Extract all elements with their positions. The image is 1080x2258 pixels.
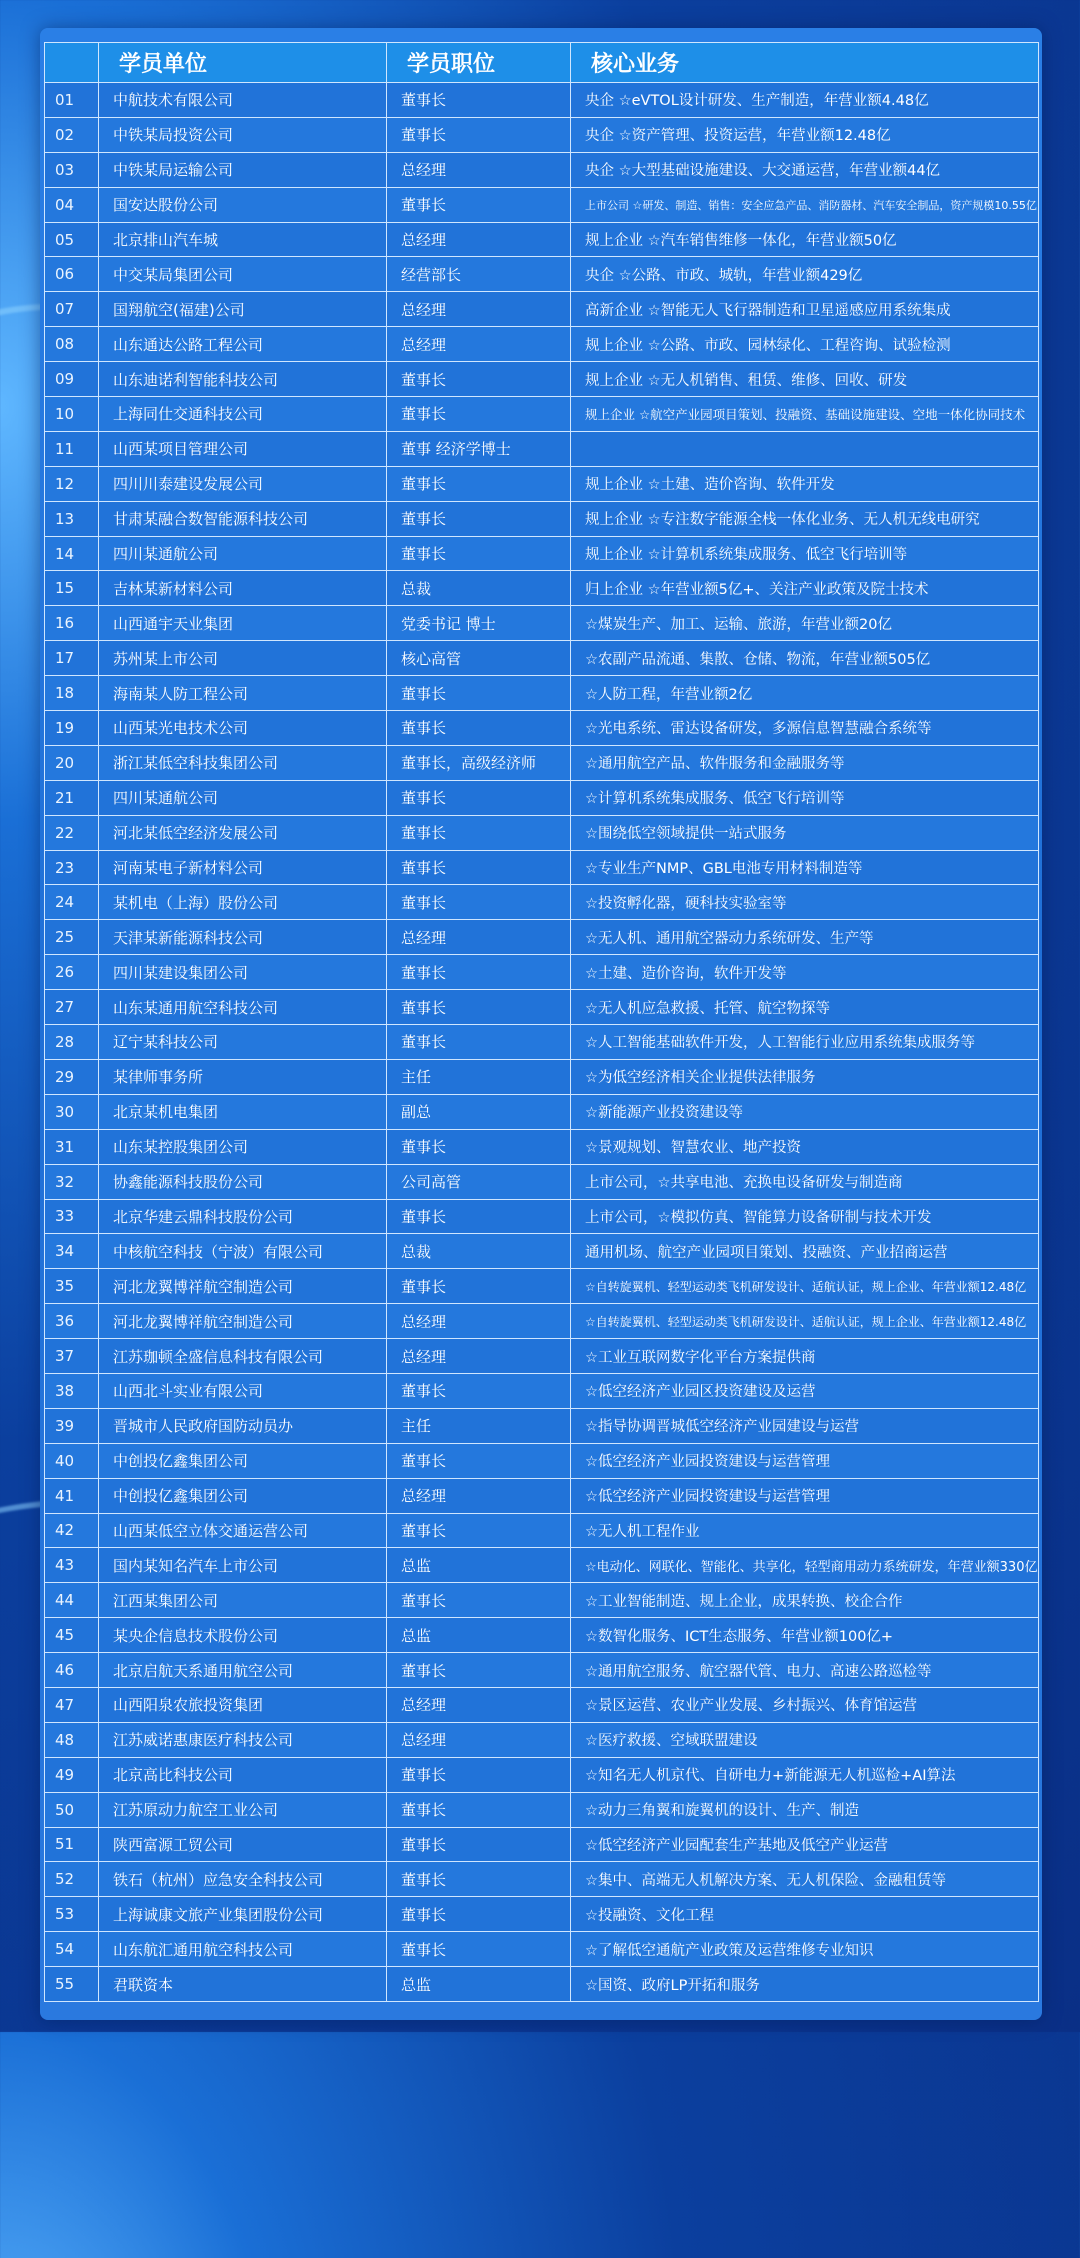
- row-unit: 河南某电子新材料公司: [99, 850, 387, 885]
- row-position: 董事长: [387, 1932, 571, 1967]
- table-row: [45, 815, 1039, 850]
- row-position: 总经理: [387, 920, 571, 955]
- row-business: ☆数智化服务、ICT生态服务、年营业额100亿+: [571, 1618, 1039, 1653]
- table-row: [45, 1373, 1039, 1408]
- table-row: [45, 501, 1039, 536]
- row-position: 董事长: [387, 990, 571, 1025]
- table-row: [45, 1059, 1039, 1094]
- row-unit: 国翔航空(福建)公司: [99, 292, 387, 327]
- row-index: 40: [45, 1443, 99, 1478]
- row-index: 53: [45, 1897, 99, 1932]
- row-position: 董事长: [387, 362, 571, 397]
- row-index: 06: [45, 257, 99, 292]
- row-business: ☆农副产品流通、集散、仓储、物流，年营业额505亿: [571, 641, 1039, 676]
- row-unit: 河北某低空经济发展公司: [99, 815, 387, 850]
- table-row: [45, 292, 1039, 327]
- row-index: 30: [45, 1094, 99, 1129]
- row-business: 高新企业 ☆智能无人飞行器制造和卫星遥感应用系统集成: [571, 292, 1039, 327]
- table-row: [45, 1408, 1039, 1443]
- row-position: 董事长: [387, 1792, 571, 1827]
- table-row: [45, 990, 1039, 1025]
- row-index: 45: [45, 1618, 99, 1653]
- row-position: 总经理: [387, 222, 571, 257]
- row-index: 31: [45, 1129, 99, 1164]
- table-row: [45, 327, 1039, 362]
- row-index: 16: [45, 606, 99, 641]
- table-row: [45, 1234, 1039, 1269]
- row-position: 副总: [387, 1094, 571, 1129]
- row-business: ☆低空经济产业园配套生产基地及低空产业运营: [571, 1827, 1039, 1862]
- row-unit: 北京高比科技公司: [99, 1757, 387, 1792]
- row-index: 32: [45, 1164, 99, 1199]
- row-index: 07: [45, 292, 99, 327]
- row-business: 央企 ☆资产管理、投资运营，年营业额12.48亿: [571, 117, 1039, 152]
- row-business: ☆无人机、通用航空器动力系统研发、生产等: [571, 920, 1039, 955]
- row-business: 规上企业 ☆专注数字能源全栈一体化业务、无人机无线电研究: [571, 501, 1039, 536]
- row-index: 39: [45, 1408, 99, 1443]
- row-position: 总经理: [387, 1722, 571, 1757]
- row-index: 43: [45, 1548, 99, 1583]
- row-unit: 四川某通航公司: [99, 536, 387, 571]
- table-row: [45, 466, 1039, 501]
- row-business: ☆指导协调晋城低空经济产业园建设与运营: [571, 1408, 1039, 1443]
- table-row: [45, 222, 1039, 257]
- row-index: 55: [45, 1967, 99, 2002]
- table-row: [45, 397, 1039, 432]
- row-unit: 中核航空科技（宁波）有限公司: [99, 1234, 387, 1269]
- row-unit: 山东迪诺利智能科技公司: [99, 362, 387, 397]
- row-position: 董事长: [387, 1373, 571, 1408]
- row-unit: 山东通达公路工程公司: [99, 327, 387, 362]
- row-unit: 河北龙翼博祥航空制造公司: [99, 1304, 387, 1339]
- row-index: 09: [45, 362, 99, 397]
- row-index: 52: [45, 1862, 99, 1897]
- table-row: [45, 745, 1039, 780]
- row-position: 董事长: [387, 1443, 571, 1478]
- row-position: 董事长: [387, 187, 571, 222]
- table-panel: [40, 28, 1042, 2020]
- table-header-row: [45, 43, 1039, 83]
- row-business: ☆低空经济产业园投资建设与运营管理: [571, 1443, 1039, 1478]
- row-position: 董事长: [387, 1897, 571, 1932]
- row-unit: 浙江某低空科技集团公司: [99, 745, 387, 780]
- row-position: 核心高管: [387, 641, 571, 676]
- row-business: ☆知名无人机京代、自研电力+新能源无人机巡检+AI算法: [571, 1757, 1039, 1792]
- table-row: [45, 1513, 1039, 1548]
- row-business: ☆景观规划、智慧农业、地产投资: [571, 1129, 1039, 1164]
- row-position: 董事长: [387, 397, 571, 432]
- row-business: ☆为低空经济相关企业提供法律服务: [571, 1059, 1039, 1094]
- row-index: 08: [45, 327, 99, 362]
- row-unit: 山东某通用航空科技公司: [99, 990, 387, 1025]
- table-row: [45, 1932, 1039, 1967]
- row-business: ☆通用航空服务、航空器代管、电力、高速公路巡检等: [571, 1653, 1039, 1688]
- row-business: ☆光电系统、雷达设备研发，多源信息智慧融合系统等: [571, 711, 1039, 746]
- row-position: 董事长: [387, 83, 571, 118]
- row-position: 总经理: [387, 292, 571, 327]
- row-business: ☆新能源产业投资建设等: [571, 1094, 1039, 1129]
- table-row: [45, 1478, 1039, 1513]
- table-row: [45, 117, 1039, 152]
- row-position: 党委书记 博士: [387, 606, 571, 641]
- row-unit: 吉林某新材料公司: [99, 571, 387, 606]
- row-business: 上市公司，☆共享电池、充换电设备研发与制造商: [571, 1164, 1039, 1199]
- table-row: [45, 1757, 1039, 1792]
- row-business: ☆低空经济产业园投资建设与运营管理: [571, 1478, 1039, 1513]
- row-index: 54: [45, 1932, 99, 1967]
- row-index: 21: [45, 780, 99, 815]
- row-business: 央企 ☆公路、市政、城轨，年营业额429亿: [571, 257, 1039, 292]
- row-unit: 山东某控股集团公司: [99, 1129, 387, 1164]
- table-row: [45, 1025, 1039, 1060]
- row-index: 12: [45, 466, 99, 501]
- table-row: [45, 1618, 1039, 1653]
- row-unit: 山西北斗实业有限公司: [99, 1373, 387, 1408]
- row-index: 50: [45, 1792, 99, 1827]
- row-business: ☆人工智能基础软件开发，人工智能行业应用系统集成服务等: [571, 1025, 1039, 1060]
- row-position: 总经理: [387, 1339, 571, 1374]
- table-row: [45, 1094, 1039, 1129]
- row-position: 董事长: [387, 676, 571, 711]
- row-index: 26: [45, 955, 99, 990]
- table-row: [45, 83, 1039, 118]
- table-row: [45, 536, 1039, 571]
- row-business: ☆工业互联网数字化平台方案提供商: [571, 1339, 1039, 1374]
- row-index: 48: [45, 1722, 99, 1757]
- row-unit: 北京排山汽车城: [99, 222, 387, 257]
- row-business: 规上企业 ☆公路、市政、园林绿化、工程咨询、试验检测: [571, 327, 1039, 362]
- row-unit: 陕西富源工贸公司: [99, 1827, 387, 1862]
- table-row: [45, 780, 1039, 815]
- row-business: ☆通用航空产品、软件服务和金融服务等: [571, 745, 1039, 780]
- row-unit: 某机电（上海）股份公司: [99, 885, 387, 920]
- row-index: 02: [45, 117, 99, 152]
- row-unit: 江西某集团公司: [99, 1583, 387, 1618]
- row-index: 15: [45, 571, 99, 606]
- row-position: 董事长: [387, 850, 571, 885]
- row-unit: 江苏威诺惠康医疗科技公司: [99, 1722, 387, 1757]
- row-unit: 中铁某局投资公司: [99, 117, 387, 152]
- header-index: [45, 43, 99, 83]
- row-index: 37: [45, 1339, 99, 1374]
- row-index: 44: [45, 1583, 99, 1618]
- row-unit: 辽宁某科技公司: [99, 1025, 387, 1060]
- row-position: 董事长: [387, 1583, 571, 1618]
- row-position: 公司高管: [387, 1164, 571, 1199]
- row-index: 33: [45, 1199, 99, 1234]
- row-position: 经营部长: [387, 257, 571, 292]
- row-position: 总监: [387, 1548, 571, 1583]
- row-index: 34: [45, 1234, 99, 1269]
- row-business: ☆投资孵化器，硬科技实验室等: [571, 885, 1039, 920]
- row-index: 03: [45, 152, 99, 187]
- row-index: 28: [45, 1025, 99, 1060]
- row-position: 董事长: [387, 117, 571, 152]
- row-position: 总经理: [387, 1687, 571, 1722]
- table-row: [45, 1269, 1039, 1304]
- row-position: 董事长: [387, 1129, 571, 1164]
- row-position: 总裁: [387, 1234, 571, 1269]
- row-index: 14: [45, 536, 99, 571]
- row-business: 规上企业 ☆计算机系统集成服务、低空飞行培训等: [571, 536, 1039, 571]
- row-index: 29: [45, 1059, 99, 1094]
- row-position: 主任: [387, 1059, 571, 1094]
- row-business: ☆动力三角翼和旋翼机的设计、生产、制造: [571, 1792, 1039, 1827]
- row-unit: 山西某项目管理公司: [99, 431, 387, 466]
- row-business: 规上企业 ☆汽车销售维修一体化，年营业额50亿: [571, 222, 1039, 257]
- row-business: ☆人防工程，年营业额2亿: [571, 676, 1039, 711]
- row-unit: 上海同仕交通科技公司: [99, 397, 387, 432]
- row-unit: 中交某局集团公司: [99, 257, 387, 292]
- row-position: 董事长: [387, 1269, 571, 1304]
- row-position: 总经理: [387, 327, 571, 362]
- row-position: 董事长，高级经济师: [387, 745, 571, 780]
- row-index: 24: [45, 885, 99, 920]
- row-unit: 北京某机电集团: [99, 1094, 387, 1129]
- table-row: [45, 1792, 1039, 1827]
- row-position: 总监: [387, 1618, 571, 1653]
- row-business: 央企 ☆eVTOL设计研发、生产制造，年营业额4.48亿: [571, 83, 1039, 118]
- table-row: [45, 676, 1039, 711]
- row-position: 董事长: [387, 815, 571, 850]
- row-business: ☆投融资、文化工程: [571, 1897, 1039, 1932]
- row-unit: 山东航汇通用航空科技公司: [99, 1932, 387, 1967]
- row-business: 央企 ☆大型基础设施建设、大交通运营，年营业额44亿: [571, 152, 1039, 187]
- row-business: ☆低空经济产业园区投资建设及运营: [571, 1373, 1039, 1408]
- table-row: [45, 152, 1039, 187]
- table-row: [45, 920, 1039, 955]
- header-unit: 学员单位: [99, 43, 387, 83]
- row-position: 董事长: [387, 501, 571, 536]
- row-business: ☆集中、高端无人机解决方案、无人机保险、金融租赁等: [571, 1862, 1039, 1897]
- table-row: [45, 187, 1039, 222]
- row-index: 35: [45, 1269, 99, 1304]
- row-business: 归上企业 ☆年营业额5亿+、关注产业政策及院士技术: [571, 571, 1039, 606]
- row-unit: 中铁某局运输公司: [99, 152, 387, 187]
- row-position: 董事长: [387, 1862, 571, 1897]
- row-position: 董事长: [387, 711, 571, 746]
- table-row: [45, 1653, 1039, 1688]
- row-unit: 四川某建设集团公司: [99, 955, 387, 990]
- table-row: [45, 1827, 1039, 1862]
- row-index: 42: [45, 1513, 99, 1548]
- row-unit: 河北龙翼博祥航空制造公司: [99, 1269, 387, 1304]
- table-row: [45, 1967, 1039, 2002]
- row-position: 董事长: [387, 1827, 571, 1862]
- row-index: 22: [45, 815, 99, 850]
- header-position: 学员职位: [387, 43, 571, 83]
- row-unit: 中航技术有限公司: [99, 83, 387, 118]
- row-business: ☆景区运营、农业产业发展、乡村振兴、体育馆运营: [571, 1687, 1039, 1722]
- table-row: [45, 431, 1039, 466]
- table-row: [45, 711, 1039, 746]
- row-unit: 国安达股份公司: [99, 187, 387, 222]
- row-unit: 山西某低空立体交通运营公司: [99, 1513, 387, 1548]
- table-row: [45, 606, 1039, 641]
- row-business: 上市公司，☆模拟仿真、智能算力设备研制与技术开发: [571, 1199, 1039, 1234]
- row-business: ☆计算机系统集成服务、低空飞行培训等: [571, 780, 1039, 815]
- row-business: ☆煤炭生产、加工、运输、旅游，年营业额20亿: [571, 606, 1039, 641]
- row-unit: 海南某人防工程公司: [99, 676, 387, 711]
- row-index: 25: [45, 920, 99, 955]
- row-index: 41: [45, 1478, 99, 1513]
- row-unit: 天津某新能源科技公司: [99, 920, 387, 955]
- table-row: [45, 850, 1039, 885]
- row-position: 董事长: [387, 1025, 571, 1060]
- table-row: [45, 1862, 1039, 1897]
- row-index: 04: [45, 187, 99, 222]
- row-business: ☆无人机应急救援、托管、航空物探等: [571, 990, 1039, 1025]
- row-index: 47: [45, 1687, 99, 1722]
- row-business: ☆电动化、网联化、智能化、共享化，轻型商用动力系统研发，年营业额330亿: [571, 1548, 1039, 1583]
- table-row: [45, 1548, 1039, 1583]
- row-position: 董事长: [387, 780, 571, 815]
- row-index: 18: [45, 676, 99, 711]
- row-index: 51: [45, 1827, 99, 1862]
- table-body: [45, 83, 1039, 2002]
- table-row: [45, 571, 1039, 606]
- row-position: 董事长: [387, 466, 571, 501]
- row-index: 13: [45, 501, 99, 536]
- row-unit: 中创投亿鑫集团公司: [99, 1443, 387, 1478]
- row-unit: 北京启航天系通用航空公司: [99, 1653, 387, 1688]
- table-row: [45, 1304, 1039, 1339]
- row-index: 19: [45, 711, 99, 746]
- row-unit: 甘肃某融合数智能源科技公司: [99, 501, 387, 536]
- row-business: [571, 431, 1039, 466]
- row-business: ☆工业智能制造、规上企业，成果转换、校企合作: [571, 1583, 1039, 1618]
- table-row: [45, 1722, 1039, 1757]
- row-business: ☆土建、造价咨询，软件开发等: [571, 955, 1039, 990]
- row-index: 38: [45, 1373, 99, 1408]
- row-unit: 某央企信息技术股份公司: [99, 1618, 387, 1653]
- row-position: 董事 经济学博士: [387, 431, 571, 466]
- row-business: 上市公司 ☆研发、制造、销售：安全应急产品、消防器材、汽车安全制品，资产规模10.55亿: [571, 187, 1039, 222]
- table-row: [45, 885, 1039, 920]
- row-business: 规上企业 ☆航空产业园项目策划、投融资、基础设施建设、空地一体化协同技术: [571, 397, 1039, 432]
- row-position: 董事长: [387, 1653, 571, 1688]
- row-unit: 四川某通航公司: [99, 780, 387, 815]
- table-row: [45, 1199, 1039, 1234]
- table-row: [45, 1129, 1039, 1164]
- row-position: 董事长: [387, 1757, 571, 1792]
- row-business: 规上企业 ☆土建、造价咨询、软件开发: [571, 466, 1039, 501]
- row-business: ☆专业生产NMP、GBL电池专用材料制造等: [571, 850, 1039, 885]
- header-business: 核心业务: [571, 43, 1039, 83]
- row-index: 20: [45, 745, 99, 780]
- table-row: [45, 641, 1039, 676]
- row-position: 总经理: [387, 152, 571, 187]
- row-position: 总裁: [387, 571, 571, 606]
- table-row: [45, 257, 1039, 292]
- row-unit: 江苏珈顿全盛信息科技有限公司: [99, 1339, 387, 1374]
- row-unit: 君联资本: [99, 1967, 387, 2002]
- row-unit: 上海诚康文旅产业集团股份公司: [99, 1897, 387, 1932]
- row-position: 主任: [387, 1408, 571, 1443]
- table-row: [45, 1164, 1039, 1199]
- row-index: 10: [45, 397, 99, 432]
- row-position: 总经理: [387, 1478, 571, 1513]
- row-unit: 山西阳泉农旅投资集团: [99, 1687, 387, 1722]
- row-index: 01: [45, 83, 99, 118]
- row-unit: 中创投亿鑫集团公司: [99, 1478, 387, 1513]
- table-row: [45, 362, 1039, 397]
- row-position: 董事长: [387, 1199, 571, 1234]
- table-row: [45, 1443, 1039, 1478]
- row-unit: 山西通宇天业集团: [99, 606, 387, 641]
- row-business: ☆国资、政府LP开拓和服务: [571, 1967, 1039, 2002]
- row-position: 董事长: [387, 885, 571, 920]
- row-business: ☆了解低空通航产业政策及运营维修专业知识: [571, 1932, 1039, 1967]
- row-index: 05: [45, 222, 99, 257]
- table-row: [45, 1583, 1039, 1618]
- row-unit: 铁石（杭州）应急安全科技公司: [99, 1862, 387, 1897]
- row-unit: 苏州某上市公司: [99, 641, 387, 676]
- student-table: [44, 42, 1039, 2002]
- row-unit: 晋城市人民政府国防动员办: [99, 1408, 387, 1443]
- row-unit: 国内某知名汽车上市公司: [99, 1548, 387, 1583]
- row-unit: 北京华建云鼎科技股份公司: [99, 1199, 387, 1234]
- row-unit: 四川川泰建设发展公司: [99, 466, 387, 501]
- row-index: 46: [45, 1653, 99, 1688]
- row-unit: 协鑫能源科技股份公司: [99, 1164, 387, 1199]
- table-row: [45, 1687, 1039, 1722]
- row-index: 36: [45, 1304, 99, 1339]
- row-business: ☆医疗救援、空域联盟建设: [571, 1722, 1039, 1757]
- row-unit: 江苏原动力航空工业公司: [99, 1792, 387, 1827]
- row-unit: 某律师事务所: [99, 1059, 387, 1094]
- row-unit: 山西某光电技术公司: [99, 711, 387, 746]
- row-business: ☆自转旋翼机、轻型运动类飞机研发设计、适航认证，规上企业、年营业额12.48亿: [571, 1269, 1039, 1304]
- row-business: ☆无人机工程作业: [571, 1513, 1039, 1548]
- row-index: 49: [45, 1757, 99, 1792]
- row-position: 董事长: [387, 955, 571, 990]
- row-position: 总监: [387, 1967, 571, 2002]
- row-position: 董事长: [387, 536, 571, 571]
- row-index: 27: [45, 990, 99, 1025]
- row-index: 11: [45, 431, 99, 466]
- table-row: [45, 1339, 1039, 1374]
- table-row: [45, 955, 1039, 990]
- row-business: ☆自转旋翼机、轻型运动类飞机研发设计、适航认证，规上企业、年营业额12.48亿: [571, 1304, 1039, 1339]
- table-row: [45, 1897, 1039, 1932]
- row-business: 通用机场、航空产业园项目策划、投融资、产业招商运营: [571, 1234, 1039, 1269]
- row-position: 总经理: [387, 1304, 571, 1339]
- row-index: 17: [45, 641, 99, 676]
- row-business: 规上企业 ☆无人机销售、租赁、维修、回收、研发: [571, 362, 1039, 397]
- row-index: 23: [45, 850, 99, 885]
- row-position: 董事长: [387, 1513, 571, 1548]
- row-business: ☆围绕低空领域提供一站式服务: [571, 815, 1039, 850]
